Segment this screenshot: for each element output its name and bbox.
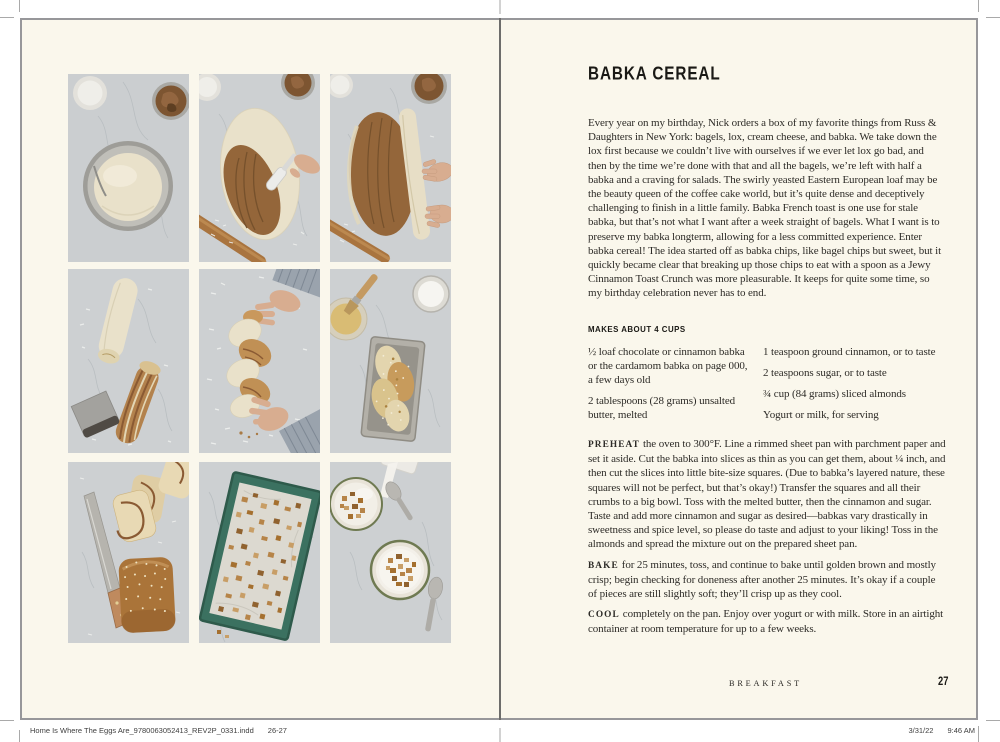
photo-rolling-dough-into-log: [330, 74, 451, 262]
slug-filename: Home Is Where The Eggs Are_9780063052413_REV2P_0331.indd: [30, 726, 254, 735]
direction-step: [588, 558, 946, 602]
photo-twisting-babka-strands: [199, 269, 320, 453]
recipe-yield: MAKES ABOUT 4 CUPS: [588, 324, 686, 334]
ingredient-item: 2 tablespoons (28 grams) unsalted butter, melted: [588, 394, 736, 421]
ingredient-item: 1 teaspoon ground cinnamon, or to taste: [763, 346, 936, 358]
ingredient-item: ½ loaf chocolate or cinnamon babka or the cardamom babka on page 000, a few days old: [588, 346, 748, 386]
chapter-footer-label: BREAKFAST: [729, 679, 802, 688]
crop-mark: [0, 17, 14, 18]
recipe-intro-paragraph: Every year on my birthday, Nick orders a box of my favorite things from Russ & Daughters in New York: bagels, lox, cream cheese, and babka. We take down the lox first because we couldn’t live with ourselves if we ever let lox go bad, and then by the time we’re done with that and all the bagels, we’re left with half a babka and a craving for salads. The swirly yeasted Eastern European loaf may be the beauty queen of the coffee cake world, but it’s quite dense and deceptively challenging to finish in a little family. Babka French toast is one use for stale babka, but that’s not what I want after a week straight of bagels. What I want is to preserve my babka longterm, allowing for a less committed experience. Enter babka cereal! The idea started off as babka chips, like bagel chips but sweet, but it quickly became clear that breaking up those chips to eat with a spoon as a Jewy Cinnamon Toast Crunch was more pleasurable. It keeps for quite some time, so my birthday celebration never has to end.: [588, 117, 942, 300]
photo-babka-squares-on-sheet-pan: [199, 462, 320, 643]
ingredient-item: ¾ cup (84 grams) sliced almonds: [763, 387, 906, 400]
slug-line-right: [908, 726, 975, 735]
step-text: the oven to 300°F. Line a rimmed sheet pan with parchment paper and set it aside. Cut the babka into slices as thin as you can get them, about ¼ inch, and then cut the slices into little bite-size squares. (Due to babka’s layered nature, these squares will not be perfect, but that’s okay!) Transfer the squares and all their crumbs to a big bowl. Toss with the melted butter, then the cinnamon and sugar. Taste and add more cinnamon and sugar as desired—babkas vary drastically in sweetness and spice level, so please do taste and adjust to your liking! Toss in the almonds and spread the mixture out on the prepared sheet pan.: [588, 438, 946, 551]
ingredient-item: Yogurt or milk, for serving: [763, 408, 879, 421]
ingredients-column-left: [588, 346, 752, 430]
photo-babka-in-loaf-pan: [330, 269, 451, 453]
crop-mark: [19, 0, 20, 12]
step-lead-word: COOL: [588, 610, 620, 621]
crop-mark: [0, 720, 14, 721]
direction-step: [588, 607, 946, 636]
direction-step: [588, 437, 946, 552]
slug-page-range: 26-27: [267, 726, 287, 735]
crop-mark: [986, 17, 1000, 18]
photo-spreading-chocolate-filling: [199, 74, 320, 262]
page-number: 27: [938, 675, 949, 689]
ingredients-column-right: [763, 346, 937, 430]
crop-mark-center-top: [499, 0, 501, 14]
slug-time: 9:46 AM: [947, 726, 975, 735]
spread-gutter-line: [499, 18, 501, 720]
recipe-title: BABKA CEREAL: [588, 63, 721, 84]
recipe-directions: [588, 437, 946, 643]
photo-sliced-baked-babka-with-knife: [68, 462, 189, 643]
step-lead-word: BAKE: [588, 560, 619, 571]
photo-log-cut-in-half: [68, 269, 189, 453]
crop-mark: [978, 0, 979, 12]
crop-mark: [978, 726, 979, 742]
crop-mark: [19, 730, 20, 742]
step-text: for 25 minutes, toss, and continue to bake until golden brown and mostly crisp; begin checking for doneness after another 25 minutes. It’s okay if a couple of pieces are still slightly soft; they’ll crisp up as they cool.: [588, 558, 936, 601]
slug-date: 3/31/22: [908, 726, 934, 735]
slug-line-left: [30, 726, 287, 735]
ingredient-item: 2 teaspoons sugar, or to taste: [763, 366, 887, 379]
crop-mark-center-bottom: [499, 728, 501, 742]
step-lead-word: PREHEAT: [588, 440, 640, 450]
photo-dough-rising-in-bowl: [68, 74, 189, 262]
step-text: completely on the pan. Enjoy over yogurt or with milk. Store in an airtight container at room temperature for up to a few weeks.: [588, 608, 944, 636]
crop-mark: [986, 720, 1000, 721]
photo-babka-cereal-bowls-with-milk: [330, 462, 451, 643]
